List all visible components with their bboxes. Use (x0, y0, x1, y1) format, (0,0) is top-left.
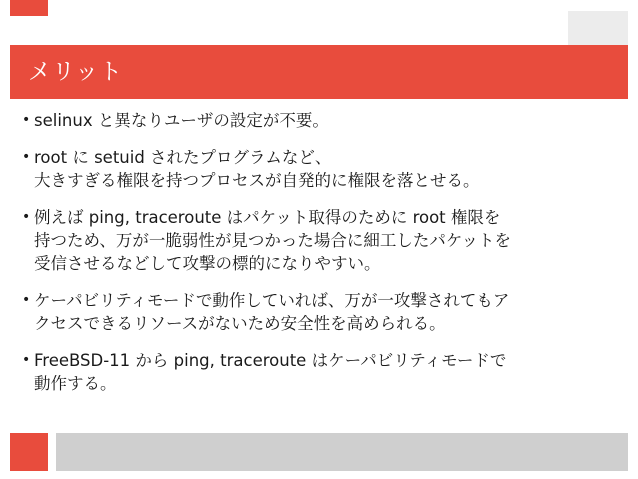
bullet-line: 持つため、万が一脆弱性が見つかった場合に細工したパケットを (34, 231, 512, 250)
bullet-line: selinux と異なりユーザの設定が不要。 (34, 111, 329, 130)
decorative-gray-block-top (568, 11, 628, 45)
bullet-list (22, 109, 618, 409)
bullet-dot-icon: • (22, 292, 31, 308)
bullet-dot-icon: • (22, 352, 31, 368)
bullet-line: root に setuid されたプログラムなど、 (34, 148, 332, 167)
decorative-red-block-bottom (10, 433, 48, 471)
bullet-item (22, 289, 618, 335)
bullet-item (22, 349, 618, 395)
bullet-line: 受信させるなどして攻撃の標的になりやすい。 (34, 254, 381, 273)
bullet-item (22, 109, 618, 132)
title-bar (10, 45, 628, 99)
bullet-item (22, 146, 618, 192)
bullet-line: 動作する。 (34, 374, 117, 393)
bullet-item (22, 206, 618, 275)
decorative-red-block-top (10, 0, 48, 16)
bullet-line: 大きすぎる権限を持つプロセスが自発的に権限を落とせる。 (34, 171, 480, 190)
bullet-dot-icon: • (22, 209, 31, 225)
decorative-gray-bar-bottom (56, 433, 628, 471)
bullet-dot-icon: • (22, 112, 31, 128)
bullet-line: クセスできるリソースがないため安全性を高められる。 (34, 314, 446, 333)
bullet-line: FreeBSD-11 から ping, traceroute はケーパビリティモードで (34, 351, 507, 370)
bullet-dot-icon: • (22, 149, 31, 165)
bullet-line: ケーパビリティモードで動作していれば、万が一攻撃されてもア (34, 291, 510, 310)
bullet-line: 例えば ping, traceroute はパケット取得のために root 権限を (34, 208, 501, 227)
slide-title: メリット (28, 59, 124, 85)
